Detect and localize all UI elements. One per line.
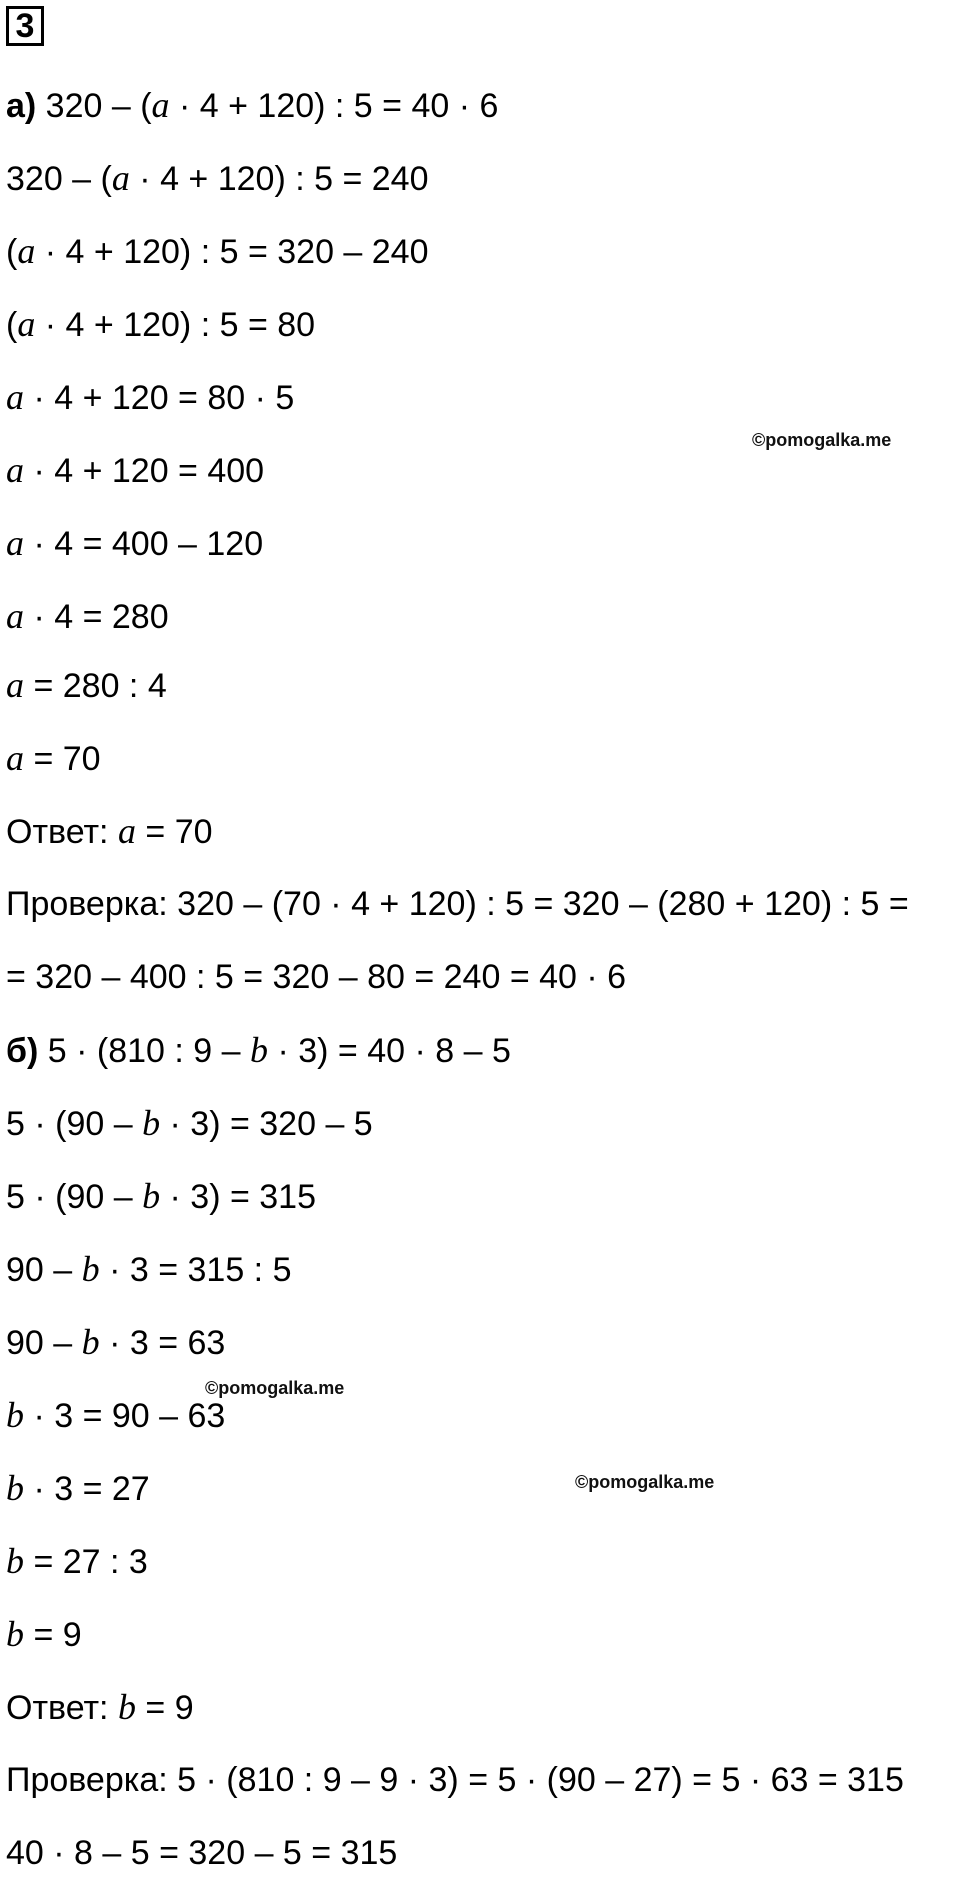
variable-a: a — [151, 85, 170, 125]
step-text: · 3 = 315 : 5 — [99, 1251, 292, 1289]
step-text: · 4 + 120 = 400 — [24, 452, 265, 490]
variable-b: b — [81, 1249, 100, 1289]
part-a-step-8 — [6, 665, 167, 706]
variable-b: b — [6, 1541, 24, 1581]
step-text: · 4 = 400 – 120 — [24, 525, 264, 563]
step-text: · 4 = 280 — [24, 598, 169, 636]
part-b-step-7 — [6, 1541, 148, 1582]
watermark: ©pomogalka.me — [575, 1472, 715, 1492]
answer-value: = 9 — [135, 1689, 194, 1727]
variable-b: b — [6, 1614, 24, 1654]
part-a-label: а) — [6, 87, 37, 125]
step-text: · 3 = 63 — [99, 1324, 226, 1362]
part-a-step-4 — [6, 377, 294, 418]
part-a-step-6 — [6, 523, 263, 564]
step-text: · 3 = 27 — [24, 1470, 150, 1508]
part-b-statement-pre: 5 · (810 : 9 – — [38, 1032, 250, 1070]
step-text: · 4 + 120) : 5 = 320 – 240 — [35, 233, 429, 271]
part-b-step-8 — [6, 1614, 82, 1655]
step-text: · 4 + 120) : 5 = 80 — [35, 306, 316, 344]
variable-b: b — [142, 1176, 161, 1216]
part-a-step-5 — [6, 450, 264, 491]
answer-prefix: Ответ: — [6, 1689, 118, 1727]
part-b-check-line-2: 40 · 8 – 5 = 320 – 5 = 315 — [6, 1834, 398, 1872]
step-text: ( — [6, 233, 18, 271]
variable-a: a — [6, 596, 24, 636]
step-text: = 70 — [24, 740, 101, 778]
variable-a: a — [6, 665, 24, 705]
step-text: · 3 = 90 – 63 — [24, 1397, 226, 1435]
step-text: · 3) = 320 – 5 — [160, 1105, 373, 1143]
variable-a: a — [6, 450, 24, 490]
part-b-step-2 — [6, 1176, 316, 1217]
step-text: ( — [6, 306, 18, 344]
watermark: ©pomogalka.me — [205, 1378, 345, 1398]
part-a-statement-rest: · 4 + 120) : 5 = 40 · 6 — [169, 87, 499, 125]
variable-b: b — [6, 1395, 24, 1435]
watermark: ©pomogalka.me — [752, 430, 892, 450]
part-b-step-1 — [6, 1103, 373, 1144]
part-b-answer — [6, 1687, 194, 1728]
variable-a: a — [117, 811, 136, 851]
step-text: · 4 + 120) : 5 = 240 — [129, 160, 429, 198]
variable-a: a — [17, 304, 36, 344]
step-text: = 9 — [24, 1616, 82, 1654]
variable-a: a — [6, 523, 24, 563]
step-text: · 3) = 315 — [160, 1178, 316, 1216]
part-a-statement-pre: 320 – ( — [36, 87, 152, 125]
part-a-step-2 — [6, 231, 429, 272]
part-a-statement — [6, 85, 498, 126]
variable-b: b — [142, 1103, 161, 1143]
step-text: · 4 + 120 = 80 · 5 — [24, 379, 295, 417]
step-text: 320 – ( — [6, 160, 112, 198]
part-a-check-line-2: = 320 – 400 : 5 = 320 – 80 = 240 = 40 · 6 — [6, 958, 627, 996]
step-text: = 280 : 4 — [24, 667, 167, 705]
part-b-step-6 — [6, 1468, 150, 1509]
variable-b: b — [250, 1030, 268, 1070]
part-a-step-7 — [6, 596, 169, 637]
variable-a: a — [6, 377, 24, 417]
part-b-step-4 — [6, 1322, 225, 1363]
step-text: 5 · (90 – — [6, 1105, 143, 1143]
part-a-step-1 — [6, 158, 429, 199]
part-a-check-line-1: Проверка: 320 – (70 · 4 + 120) : 5 = 320 – (280 + 120) : 5 = — [6, 885, 909, 923]
part-b-label: б) — [6, 1032, 39, 1070]
variable-a: a — [6, 738, 24, 778]
part-b-check-line-1: Проверка: 5 · (810 : 9 – 9 · 3) = 5 · (90 – 27) = 5 · 63 = 315 — [6, 1761, 904, 1799]
part-a-step-3 — [6, 304, 315, 345]
variable-b: b — [81, 1322, 100, 1362]
variable-a: a — [17, 231, 36, 271]
part-b-step-5 — [6, 1395, 225, 1436]
part-b-statement-rest: · 3) = 40 · 8 – 5 — [268, 1032, 511, 1070]
answer-value: = 70 — [135, 813, 213, 851]
step-text: 90 – — [6, 1324, 82, 1362]
step-text: 5 · (90 – — [6, 1178, 143, 1216]
part-a-step-9 — [6, 738, 101, 779]
step-text: 90 – — [6, 1251, 82, 1289]
part-b-statement — [6, 1030, 511, 1071]
variable-a: a — [111, 158, 130, 198]
answer-prefix: Ответ: — [6, 813, 118, 851]
part-a-answer — [6, 811, 213, 852]
task-number-box: 3 — [6, 6, 44, 46]
part-b-step-3 — [6, 1249, 291, 1290]
variable-b: b — [117, 1687, 136, 1727]
variable-b: b — [6, 1468, 24, 1508]
step-text: = 27 : 3 — [24, 1543, 148, 1581]
